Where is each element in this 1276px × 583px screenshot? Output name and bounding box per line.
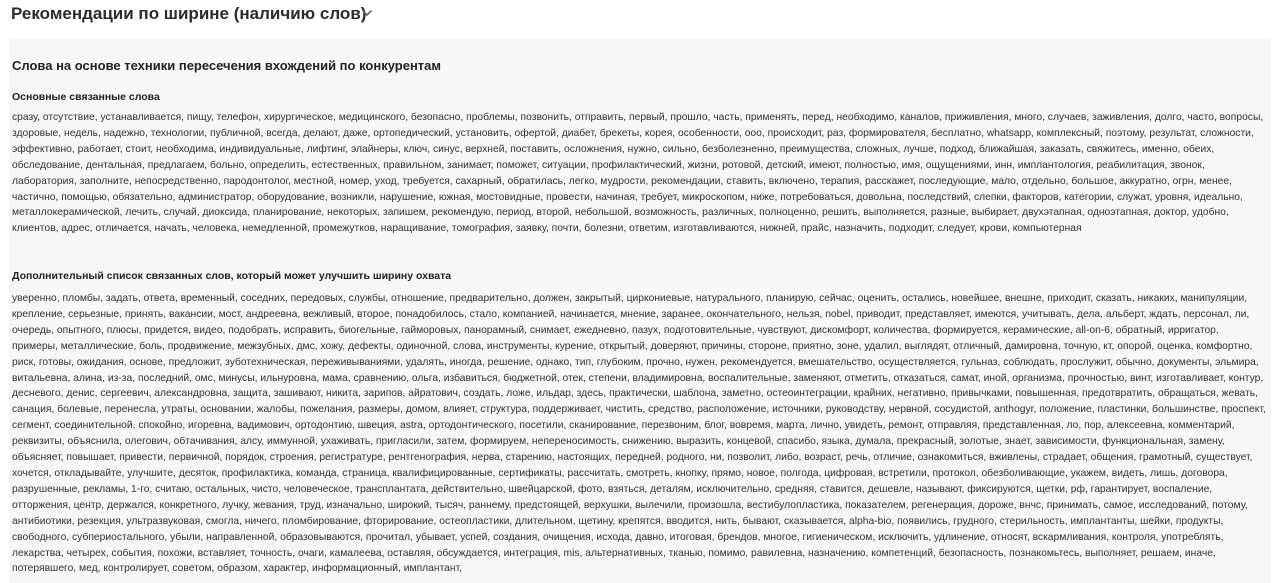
extra-words-title: Дополнительный список связанных слов, который может улучшить ширину охвата bbox=[12, 270, 452, 282]
section-title: Слова на основе техники пересечения вхождений по конкурентам bbox=[12, 58, 442, 73]
extra-words-list: уверенно, пломбы, задать, ответа, временный, соседних, передовых, службы, отношение, предварительно, должен, закрытый, циркониевые, натурального, планирую, сейчас, оценить, остались, новейшее, внешне, приходит, сказать, никаких, манипуляции, крепление, серьезные, принять, вакансии, мост, андреевна, вежливый, второе, понадобилось, стало, компанией, начинается, мнение, заранее, окончательного, нельзя, nobel, приводит, представляет, имеются, учитывать, дела, альберт, ждать, персонал, ли, очередь, опытного, плюсы, придется, видео, подобрать, исправить, биогельные, гайморовых, панорамный, снимает, ежедневно, пазух, подготовительные, чувствуют, дискомфорт, количества, формируется, керамические, all-on-6, обратный, ирригатор, примеры, металлические, боль, продвижение, межзубных, дмс, хожу, дефекты, одиночной, слова, инструменты, курение, открытый, доверяют, причины, стороне, приятно, зоне, удалил, выглядят, отличный, дамировна, точную, кт, опорой, оценка, комфортно, риск, готовы, ожидания, основе, предложит, зуботехническая, переживываниями, удалять, иногда, решение, однако, тип, глубоким, прочно, нужен, рекомендуется, вмешательство, осуществляется, гульназ, соблюдать, прослужит, обычно, документы, эльмира, витальевна, алина, из-за, последний, омс, минусы, ильнуровна, мама, сравнению, ольга, избавиться, бюджетной, отек, степени, владимировна, воспалительные, заменяют, отметить, отказаться, самат, иной, организма, прочностью, винт, изготавливает, контур, десневого, денис, сергеевич, александровна, защита, зашивают, никита, зарипов, айратович, создать, ложе, ильдар, здесь, практически, шаблона, заметно, остеоинтеграции, крайних, негативно, привычками, повышенная, предотвратить, обращаться, жевать, санация, болевые, перенесла, утраты, основании, жалобы, пожелания, размеры, домом, влияет, структура, поддерживает, чистить, средство, расположение, источники, руководству, нервной, сосудистой, anthogyr, положение, пластинки, большинстве, проспект, сегмент, соединительной, спокойно, игоревна, вадимович, ортодонтию, швеция, astra, ортодонтического, посетили, сканирование, перезвоним, блог, вовремя, марта, лично, увидеть, ремонт, отправляя, представленная, ло, пор, алексеевна, комментарий, реквизиты, объяснила, олегович, обтачивания, алсу, иммунной, ухаживать, пригласили, затем, формируем, непереносимость, снижению, выразить, концевой, спасибо, языка, думала, прекрасный, золотые, знает, зависимости, функциональная, замену, объясняет, повышает, привести, первичной, порядок, строения, регистратуре, рентгенография, нерва, старению, настоящих, передней, родного, ни, позволит, либо, возраст, речь, отличие, ознакомиться, вживлены, страдает, общения, грамотный, существует, хочется, откладывайте, улучшите, десяток, профилактика, команда, страница, квалифицированные, сертификаты, рассчитать, смотреть, кнопку, прямо, новое, полгода, цифровая, встретили, протокол, обезболивающие, укажем, видеть, лишь, договора, разрушенные, рекламы, 1-го, считаю, остальных, чисто, человеческое, трансплантата, действительно, швейцарской, фото, взяться, деталям, исключительно, средняя, ставится, дешевле, называют, фиксируются, щетки, рф, гарантирует, воспаление, отторжения, центр, держался, конкретного, лучку, жевания, труд, изначально, широкий, тысяч, раннему, предстоящей, верхушки, вылечили, произошла, вестибулопластика, показателем, регенерация, дороже, внчс, принимать, самое, исследований, потому, антибиотики, резекция, ультразвуковая, смогла, ничего, пломбирование, фторирование, остеопластики, длительном, щетину, крепятся, вводится, нить, бывают, сказывается, alpha-bio, появились, грудного, стерильность, имплантанты, шейки, продукты, свободного, субпериостального, убыли, направленной, образовываются, прочитал, убывает, успей, создания, очищения, исхода, давно, итоговая, брендов, многое, гигиеническом, исключить, удлинение, относят, вскармливания, контроля, употреблять, лекарства, четырех, события, похожи, вставляет, точность, очаги, камалеева, оставляя, обсуждается, интеграция, mis, альтернативных, тканью, помимо, равилевна, назначению, компетенций, безопасность, познакомьтесь, выполняет, решаем, иначе, потерявшего, мед, контролирует, советом, образом, характер, информационный, имплантант, bbox=[12, 293, 1266, 575]
main-words-list: сразу, отсутствие, устанавливается, пищу, телефон, хирургическое, медицинского, безопасно, проблемы, позвонить, отправить, первый, прошло, часть, применять, перед, необходимо, каналов, приживления, много, случаев, заживления, долго, часто, вопросы, здоровые, недель, надежно, технологии, публичной, всегда, делают, даже, ортопедический, установить, офертой, диабет, брекеты, корея, особенности, ооо, происходит, раз, формирователя, бесплатно, whatsapp, комплексный, поэтому, результат, сложности, эффективно, работает, стоит, необходима, индивидуальные, лифтинг, элайнеры, ключ, синус, верхней, поставить, осложнения, нужно, сильно, безболезненно, преимущества, сложных, лучше, подход, ближайшая, заказать, свяжитесь, именно, обеих, обследование, дентальная, предлагаем, больно, определить, естественных, правильном, занимает, поможет, ситуации, профилактический, жизни, ротовой, детский, имеют, полностью, имя, ощущениями, инн, имплантология, реабилитация, звонок, лаборатория, заполните, непосредственно, пародонтолог, местной, номер, уход, требуется, сахарный, обратилась, легко, мудрости, рекомендации, ставить, включено, терапия, расскажет, последующие, мало, отдельно, большое, аккуратно, огрн, менее, частично, помощью, обязательно, администратор, оборудование, возникли, нарушение, южная, мостовидные, провести, начиная, требует, микроскопом, ниже, потребоваться, довольна, последствий, слепки, факторов, категории, служат, уровня, идеально, металлокерамической, лечить, случай, диоксида, планирование, некоторых, запишем, рекомендую, период, второй, небольшой, возможность, различных, полноценно, решить, выполняется, разные, выбирает, двухэтапная, одноэтапная, доктор, удобно, клиентов, адрес, отличается, начать, человека, немедленной, промежутков, наращивание, томография, заявку, почти, болезни, ответим, изготавливаются, нижней, прайс, назначить, подходит, следует, крови, компьютерная bbox=[12, 112, 1264, 235]
recommendations-panel bbox=[9, 38, 1271, 583]
main-words-title: Основные связанные слова bbox=[12, 91, 160, 103]
chevron-down-icon[interactable] bbox=[360, 6, 374, 20]
header bbox=[0, 0, 1276, 30]
page-title: Рекомендации по ширине (наличию слов) bbox=[11, 4, 367, 23]
